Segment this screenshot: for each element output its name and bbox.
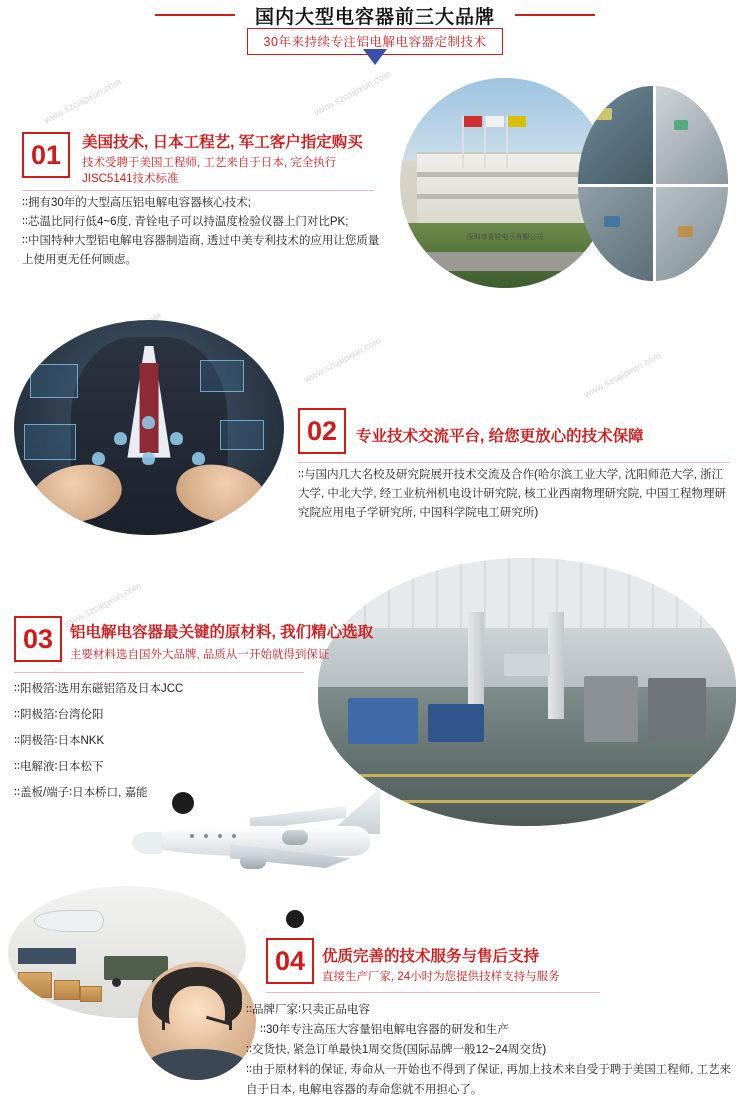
- pillar: [468, 612, 484, 719]
- person-icon: [170, 432, 183, 445]
- section-bullets-01: [22, 194, 382, 270]
- machine: [584, 676, 638, 742]
- bullet-item: ∶∶品牌厂家∶只卖正品电容: [246, 1004, 370, 1016]
- machine: [428, 704, 484, 742]
- divider: [14, 672, 304, 673]
- bullet-item: ∶∶拥有30年的大型高压铝电解电容器核心技术;: [22, 197, 251, 209]
- bullet-item: ∶∶30年专注高压大容量铝电解电容器的研发和生产: [260, 1024, 509, 1036]
- bullet-item: ∶∶芯温比同行低4~6度, 青铨电子可以持温度检验仪器上门对比PK;: [22, 216, 349, 228]
- ceiling: [318, 558, 736, 628]
- machine-detail: [604, 216, 620, 227]
- cardboard-box: [18, 972, 52, 998]
- section-subtitle-04: 直接生产厂家, 24小时为您提供技样支持与服务: [322, 971, 560, 983]
- person-icon: [142, 452, 155, 465]
- machine: [504, 654, 550, 676]
- collage-divider: [653, 86, 656, 281]
- section-number-02: 02: [298, 408, 346, 454]
- plane-window: [232, 834, 236, 838]
- flag-red: [464, 116, 482, 127]
- hud-panel: [24, 424, 76, 460]
- watermark: www.szcaipxun.com: [42, 76, 124, 127]
- flag-yellow: [508, 116, 526, 127]
- building: [417, 152, 593, 223]
- section-title-03: 铝电解电容器最关键的原材料, 我们精心选取: [70, 624, 374, 641]
- plane-nose: [132, 832, 162, 854]
- plane-window: [218, 834, 222, 838]
- page-title: 国内大型电容器前三大品牌: [247, 2, 503, 34]
- bullet-item: ∶∶电解液∶日本松下: [14, 761, 104, 773]
- production-collage-photo: [578, 86, 728, 281]
- collage-quadrant: [578, 184, 653, 282]
- divider: [266, 992, 600, 993]
- section-title-02: 专业技术交流平台, 给您更放心的技术保障: [356, 428, 644, 445]
- hud-panel: [200, 360, 244, 392]
- collage-quadrant: [653, 86, 728, 184]
- factory-caption: 深圳市青铨电子有限公司: [466, 233, 544, 241]
- person-icon: [92, 452, 105, 465]
- decoration-dot: [286, 910, 304, 928]
- page-subtitle: 30年来持续专注铝电解电容器定制技术: [247, 28, 504, 55]
- hud-panel: [220, 420, 264, 450]
- pillar: [548, 612, 564, 719]
- bullet-item: ∶∶与国内几大名校及研究院展开技术交流及合作(哈尔滨工业大学, 沈阳师范大学, 浙江大学, 中北大学, 经工业杭州机电设计研究院, 核工业西南物理研究院, 中国工程物理研究院应用电子学研究所, 中国科学院电工研究所): [298, 469, 727, 519]
- down-arrow-icon: [363, 49, 387, 65]
- cardboard-box: [54, 980, 80, 1000]
- shoulders: [147, 1049, 246, 1080]
- support-agent-photo: [138, 962, 256, 1080]
- bullet-item: ∶∶盖板/端子∶日本桥口, 嘉能: [14, 787, 148, 799]
- cargo-ship: [18, 948, 76, 964]
- machine-detail: [674, 120, 688, 130]
- hud-panel: [30, 364, 78, 398]
- plane-window: [204, 834, 208, 838]
- cardboard-box: [80, 986, 102, 1002]
- cargo-plane: [34, 910, 104, 932]
- watermark: www.szcaipxun.com: [62, 580, 144, 631]
- section-title-01: 美国技术, 日本工程艺, 军工客户指定购买: [82, 134, 363, 151]
- watermark: www.szcaipxun.com: [302, 335, 384, 386]
- plane-engine: [282, 830, 308, 845]
- machine: [648, 678, 706, 742]
- collage-quadrant: [578, 86, 653, 184]
- section-number-03: 03: [14, 616, 62, 662]
- machine-detail: [594, 108, 612, 120]
- watermark: www.szcaipxun.com: [312, 68, 394, 119]
- machine-detail: [678, 226, 693, 237]
- bullet-item: ∶∶阴极箔∶台湾伦阳: [14, 709, 104, 721]
- section-number-01: 01: [22, 132, 70, 178]
- section-subtitle-01: 技术受聘于美国工程师, 工艺来自于日本, 完全执行JISC5141技术标准: [82, 157, 337, 185]
- section-subtitle-03: 主要材料选自国外大品牌, 品质从一开始就得到保证: [70, 649, 330, 661]
- truck-wheel: [112, 978, 121, 987]
- floor-line: [378, 800, 678, 803]
- machine: [348, 698, 418, 744]
- page-header: [0, 0, 750, 72]
- airplane-illustration: [120, 780, 390, 900]
- watermark: www.szcaipxun.com: [582, 350, 664, 401]
- decoration-dot: [172, 792, 194, 814]
- bullet-item: ∶∶阴极箔∶日本NKK: [14, 735, 105, 747]
- person-icon: [142, 416, 155, 429]
- section-bullets-02: [298, 466, 734, 523]
- section-title-04: 优质完善的技术服务与售后支持: [322, 948, 540, 965]
- bullet-item: ∶∶交货快, 紧急订单最快1周交货(国际品牌一般12~24周交货): [246, 1044, 547, 1056]
- section-number-04: 04: [266, 938, 314, 984]
- person-icon: [192, 452, 205, 465]
- divider: [298, 462, 730, 463]
- tech-platform-photo: [14, 320, 284, 535]
- plane-window: [190, 834, 194, 838]
- person-icon: [114, 432, 127, 445]
- floor-line: [338, 774, 718, 777]
- flag-white: [486, 116, 504, 127]
- bullet-item: ∶∶中国特种大型铝电解电容器制造商, 透过中美专利技术的应用让您质量上使用更无任何顾虑。: [22, 235, 380, 266]
- tie: [140, 363, 159, 453]
- section-bullets-04: [246, 1000, 736, 1100]
- plane-engine: [240, 854, 266, 869]
- divider: [22, 190, 374, 191]
- bullet-item: ∶∶阳极箔∶选用东磁铝箔及日本JCC: [14, 683, 184, 695]
- bullet-item: ∶∶由于原材料的保证, 寿命从一开始也不得到了保证, 再加上技术来自受于聘于美国工程师, 工艺来自于日本, 电解电容器的寿命您就不用担心了。: [246, 1064, 732, 1096]
